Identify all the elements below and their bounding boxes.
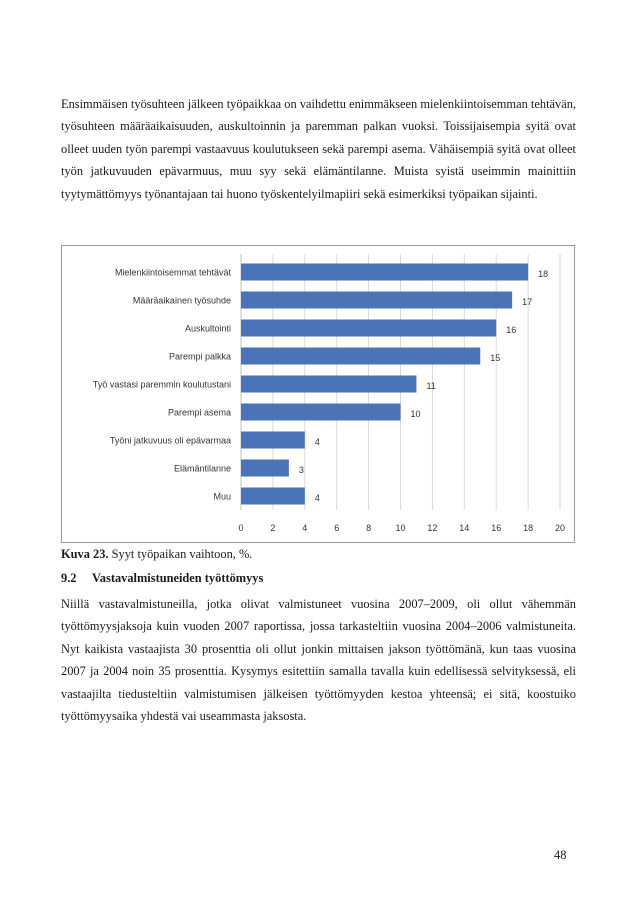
body-paragraph: Niillä vastavalmistuneilla, jotka olivat valmistuneet vuosina 2007–2009, oli ollut vähemmän työttömyysjaksoja kuin vuoden 2007 raportissa, jossa tarkasteltiin vuosina 2004–2006 valmistuneita. Nyt kaikista vastaajista 30 prosenttia oli ollut jonkin mittaisen jakson työttömänä, kun taas vuosina 2007 ja 2004 noin 35 prosenttia. Kysymys esitettiin samalla tavalla kuin edellisessä selvityksessä, eli vastaajilta tiedusteltiin valmistumisen jälkeisen työttömyyden kestoa yhteensä; ei sitä, koostuiko työttömyysaika yhdestä vai useammasta jaksosta. [61, 597, 576, 724]
x-tick-label: 12 [427, 523, 438, 533]
x-tick-label: 2 [270, 523, 276, 533]
data-label: 11 [426, 381, 436, 391]
caption-text: Syyt työpaikan vaihtoon, %. [111, 547, 253, 561]
bar [241, 376, 416, 393]
x-tick-label: 14 [459, 523, 470, 533]
intro-paragraph: Ensimmäisen työsuhteen jälkeen työpaikkaa on vaihdettu enimmäkseen mielenkiintoisemman tehtävän, työsuhteen määräaikaisuuden, auskultoinnin ja paremman palkan vuoksi. Toissijaisempia syitä ovat olleet uuden työn parempi vastaavuus koulutukseen sekä parempi asema. Vähäisempiä syitä ovat olleet työn jatkuvuuden epävarmuus, muu syy sekä elämäntilanne. Muista syistä useimmin mainittiin tyytymättömyys työnantajaan tai huono työskentelyilmapiiri sekä esimerkiksi työpaikan sijainti. [61, 97, 576, 201]
bar [241, 292, 512, 309]
category-label: Auskultointi [184, 323, 231, 334]
bar [241, 320, 496, 337]
category-label: Parempi palkka [168, 351, 231, 362]
figure-caption [61, 547, 252, 562]
page-number: 48 [554, 848, 567, 862]
bar [241, 432, 305, 449]
category-label: Muu [213, 491, 231, 502]
category-label: Työni jatkuvuus oli epävarmaa [109, 435, 231, 446]
x-tick-label: 20 [554, 523, 566, 533]
category-label: Mielenkiintoisemmat tehtävät [114, 267, 231, 278]
x-tick-label: 4 [302, 523, 308, 533]
data-label: 18 [538, 269, 549, 279]
data-label: 4 [314, 493, 320, 503]
section-number: 9.2 [61, 571, 77, 585]
bar [241, 404, 401, 421]
data-label: 17 [522, 297, 533, 307]
bar [241, 460, 289, 477]
bar [241, 348, 480, 365]
x-tick-label: 6 [334, 523, 340, 533]
x-tick-label: 18 [523, 523, 534, 533]
category-label: Työ vastasi paremmin koulutustani [92, 379, 231, 390]
data-label: 16 [506, 325, 517, 335]
data-label: 10 [410, 409, 421, 419]
category-label: Parempi asema [167, 407, 231, 418]
bar-chart [62, 246, 574, 542]
caption-label: Kuva 23. [61, 547, 109, 561]
x-tick-label: 0 [238, 523, 244, 533]
x-tick-label: 16 [491, 523, 502, 533]
section-heading [61, 571, 263, 586]
data-label: 3 [298, 465, 304, 475]
bar-chart-figure [61, 245, 575, 543]
x-tick-label: 10 [395, 523, 406, 533]
data-label: 15 [490, 353, 501, 363]
bar [241, 488, 305, 505]
bar [241, 264, 528, 281]
category-label: Elämäntilanne [173, 463, 231, 474]
section-title: Vastavalmistuneiden työttömyys [92, 571, 264, 585]
category-label: Määräaikainen työsuhde [132, 295, 231, 306]
chart-bars [241, 264, 528, 505]
x-tick-label: 8 [366, 523, 372, 533]
data-label: 4 [314, 437, 320, 447]
